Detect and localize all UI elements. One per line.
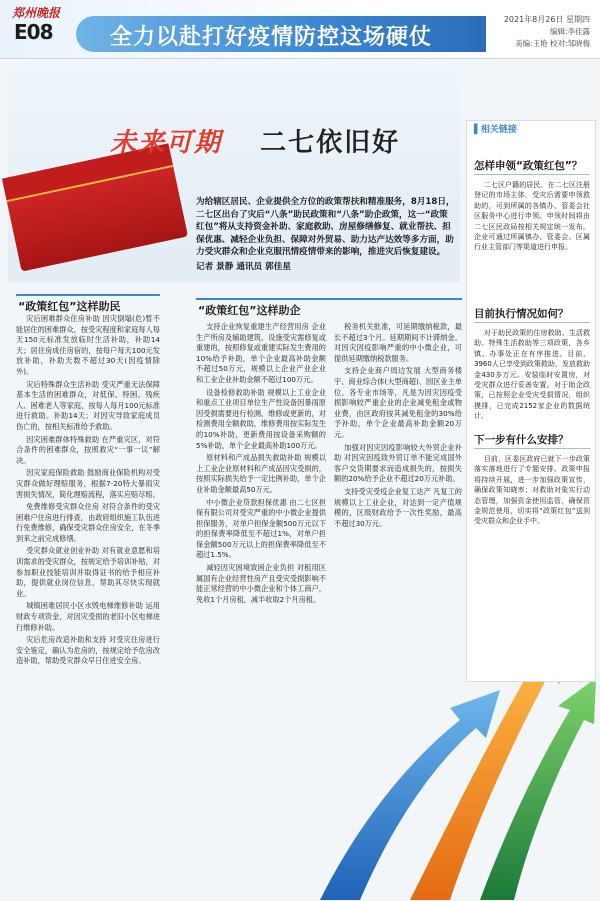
mid-paragraph: 支持受灾受疫企业复工达产 凡复工的规模以上工业企业，对达到一定产值规模的，区级财政给予一次性奖励，最高不超过30万元。 [334, 486, 462, 528]
left-paragraph: 因灾困难群体特殊救助 在严重灾区，对符合条件的困难群众，按照救灾“一事一议”解决。 [16, 434, 160, 465]
mid-paragraph: 设备检修救助补助 规模以上工业企业和重点工业项目单位生产性设备因暴雨原因受损需要进行检测、维修或更新的，对检测费用全额救助，维修费用按实际发生的10%补助，更新费用按设备采购额的5%补助，单个企业最高补助100万元。 [196, 387, 326, 450]
page-title: 全力以赴打好疫情防控这场硬仗 [110, 25, 433, 50]
left-heading: “政策红包”这样助民 [18, 300, 121, 313]
mid-paragraph: 加强对因灾因疫影响较大外贸企业补助 对因灾因疫致外贸订单不能完成国外客户交货期要求而造成损失的，按损失额的20%给予企业不超过20万元补助。 [334, 442, 462, 484]
sidebar-divider [474, 322, 590, 323]
sidebar-paragraph: 目前，区委区政府已就下一步政策落实落地进行了专题安排。政策申报将持续开展，进一步加强政策宣传，确保政策知晓率；对救助对象实行动态管理，加强资金使用监管，确保资金规范使用，切实将“政策红包”送到受灾群众和企业手中。 [474, 455, 590, 526]
sidebar-heading: 下一步有什么安排？ [474, 434, 569, 446]
sidebar-text [474, 454, 590, 574]
mid-paragraph: 支持企业商户周边发展 大型商务楼宇、商业综合体(大型商超)、园区业主单位、各专业市场等，凡是为因灾因疫受损影响较严重企业的企业减免租金或物业费，由区政府按其减免租金的30%给予补助，单个企业最高补助金额20万元。 [334, 366, 462, 439]
sidebar-heading: 目前执行情况如何？ [474, 308, 569, 320]
lead-text: 为给辖区居民、企业提供全方位的政策帮扶和精准服务，8月18日，二七区出台了灾后“八条”助民政策和“八条”助企政策，这一“政策红包”将从支持资金补助、家庭救助、房屋修缮修复、就业帮扶、担保优惠、减轻企业负担、保障对外贸易、助力达产达效等多方面，助力受灾群众和企业克服汛情疫情带来的影响，推进灾后恢复建设。 [196, 197, 455, 257]
sidebar-text [474, 180, 590, 300]
hero-title-part-b: 二七依旧好 [260, 128, 401, 158]
mid-article-col1 [196, 322, 326, 742]
newspaper-logo: 郑州晚报 [12, 6, 61, 20]
mid-article-col2 [334, 322, 462, 762]
hero-title-part-a: 未来可期 [110, 128, 223, 158]
left-paragraph: 因灾家庭保险救助 鼓励商业保险机构对受灾群众做好理赔服务，根据7-20特大暴雨灾害损失情况，简化理赔流程，落实应赔尽赔。 [16, 468, 160, 499]
left-heading-bar [16, 294, 160, 296]
editor-credit: 编辑:李佳露 [549, 27, 590, 36]
mid-paragraph: 支持企业恢复重建生产经营用房 企业生产所房及辅助建筑、设施受灾需修复或重建的，按照修复或重建实际发生费用的10%给予补助，单个企业最高补助金额不超过50万元，规模以上企业产业企业和工业企业补助金额不超过100万元。 [196, 322, 326, 384]
mid-paragraph: 减轻因灾困境致困企业负担 对租用区属国有企业经营性房产且受灾受损影响不能正常经营的中小微企业和个体工商户，免收1个月房租，减半收取2个月房租。 [196, 563, 326, 604]
mid-heading-bar [196, 298, 462, 300]
sidebar-paragraph: 对于助民政策的住房救助、生活救助、特殊生活救助等三项政策，各乡镇、办事处正在有序推进。目前，3960人已享受到政策救助，发放救助金430多万元。安装临时安置房，对受灾群众进行妥善安置。对于助企政策，已按照企业受灾受损情况，组织摸排，已完成2152家企业的数据统计。 [474, 329, 590, 421]
left-paragraph: 受灾群众就业创业补助 对有就业意愿和培训需求的受灾群众，按规定给予培训补贴，对参加职业技能培训并取得证书的给予相应补助，提供就业岗位信息，帮助其尽快实现就业。 [16, 546, 160, 598]
lead-author: 记者 景静 通讯员 郭佳星 [196, 261, 291, 272]
hero-title [110, 122, 400, 159]
left-paragraph: 灾后困难群众住房补助 因灾倒塌(危)暂不能居住的困难群众，按受灾程度和家庭每人每天150元标准发放临时生活补助，补助14天；居住房成住房宿的，按每户每天100元发放补助，补助天数不超过30天(因疫情除外)。 [16, 314, 160, 376]
sidebar-divider [474, 174, 590, 175]
left-paragraph: 灾后特殊群众生活补助 受灾严重无法保障基本生活的困难群众，对低保、特困、残疾人、困难老人等家庭，按每人每月100元标准进行救助。补助14天；对因灾导致家庭成员伤亡的，按相关标准给予救助。 [16, 379, 160, 431]
sidebar-text [474, 328, 590, 428]
related-links-tag: ▌相关链接 [474, 125, 517, 135]
mid-heading: “政策红包”这样助企 [198, 304, 301, 317]
publish-date: 2021年8月26日 星期四 [503, 15, 590, 24]
section-number: E08 [14, 20, 53, 44]
green-arrow [480, 678, 596, 900]
left-article [16, 314, 160, 894]
left-paragraph: 免费维修受灾群众住房 对符合条件的受灾困难户住房进行排查，由政府组织施工队伍进行免费维修，确保受灾群众住房安全，在冬季到来之前完成修缮。 [16, 502, 160, 543]
mid-paragraph: 税务机关批准，可延期缴纳税款，最长不超过3个月。延期期间不计滞纳金。对因灾因疫影响严重的中小微企业，可提供延期缴纳税款服务。 [334, 322, 462, 363]
sidebar-paragraph: 二七区户籍的居民、在二七区注册登记的市场主体，受灾后需要申领救助的，可到所属的各镇办、管委会社区服务中心进行申领。申领时间将由二七区民政局按相关规定统一发布。企业可通过所属镇办、管委会、区属行业主管部门等渠道进行申报。 [474, 181, 590, 252]
lead-paragraph [196, 196, 456, 273]
design-credit: 美编:王艳 校对:邹晓梅 [515, 39, 590, 48]
sidebar-heading: 怎样申领“政策红包”？ [474, 160, 583, 172]
sidebar-divider [474, 448, 590, 449]
left-paragraph: 城镇困难居民小区水毁电梯维修补助 运用财政专项资金，对因灾受损的老旧小区电梯进行维修补助。 [16, 601, 160, 632]
mid-paragraph: 中小微企业贷款担保优惠 由二七区担保有限公司对受灾严重的中小微企业提供担保服务，对单户担保金额500万元以下的担保费率降低至不超过1%，对单户担保金额500万元以上的担保费率降低至不超过1.5%。 [196, 497, 326, 560]
mid-paragraph: 原材料和产成品损失救助补助 规模以上工业企业原材料和产成品因灾受损的，按照实际损失给予一定比例补助，单个企业补助金额最高50万元。 [196, 453, 326, 494]
left-paragraph: 灾后危房改造补助和支持 对受灾住房进行安全鉴定，确认为危房的，按规定给予危房改造补助，帮助受灾群众早日住进安全房。 [16, 635, 160, 666]
